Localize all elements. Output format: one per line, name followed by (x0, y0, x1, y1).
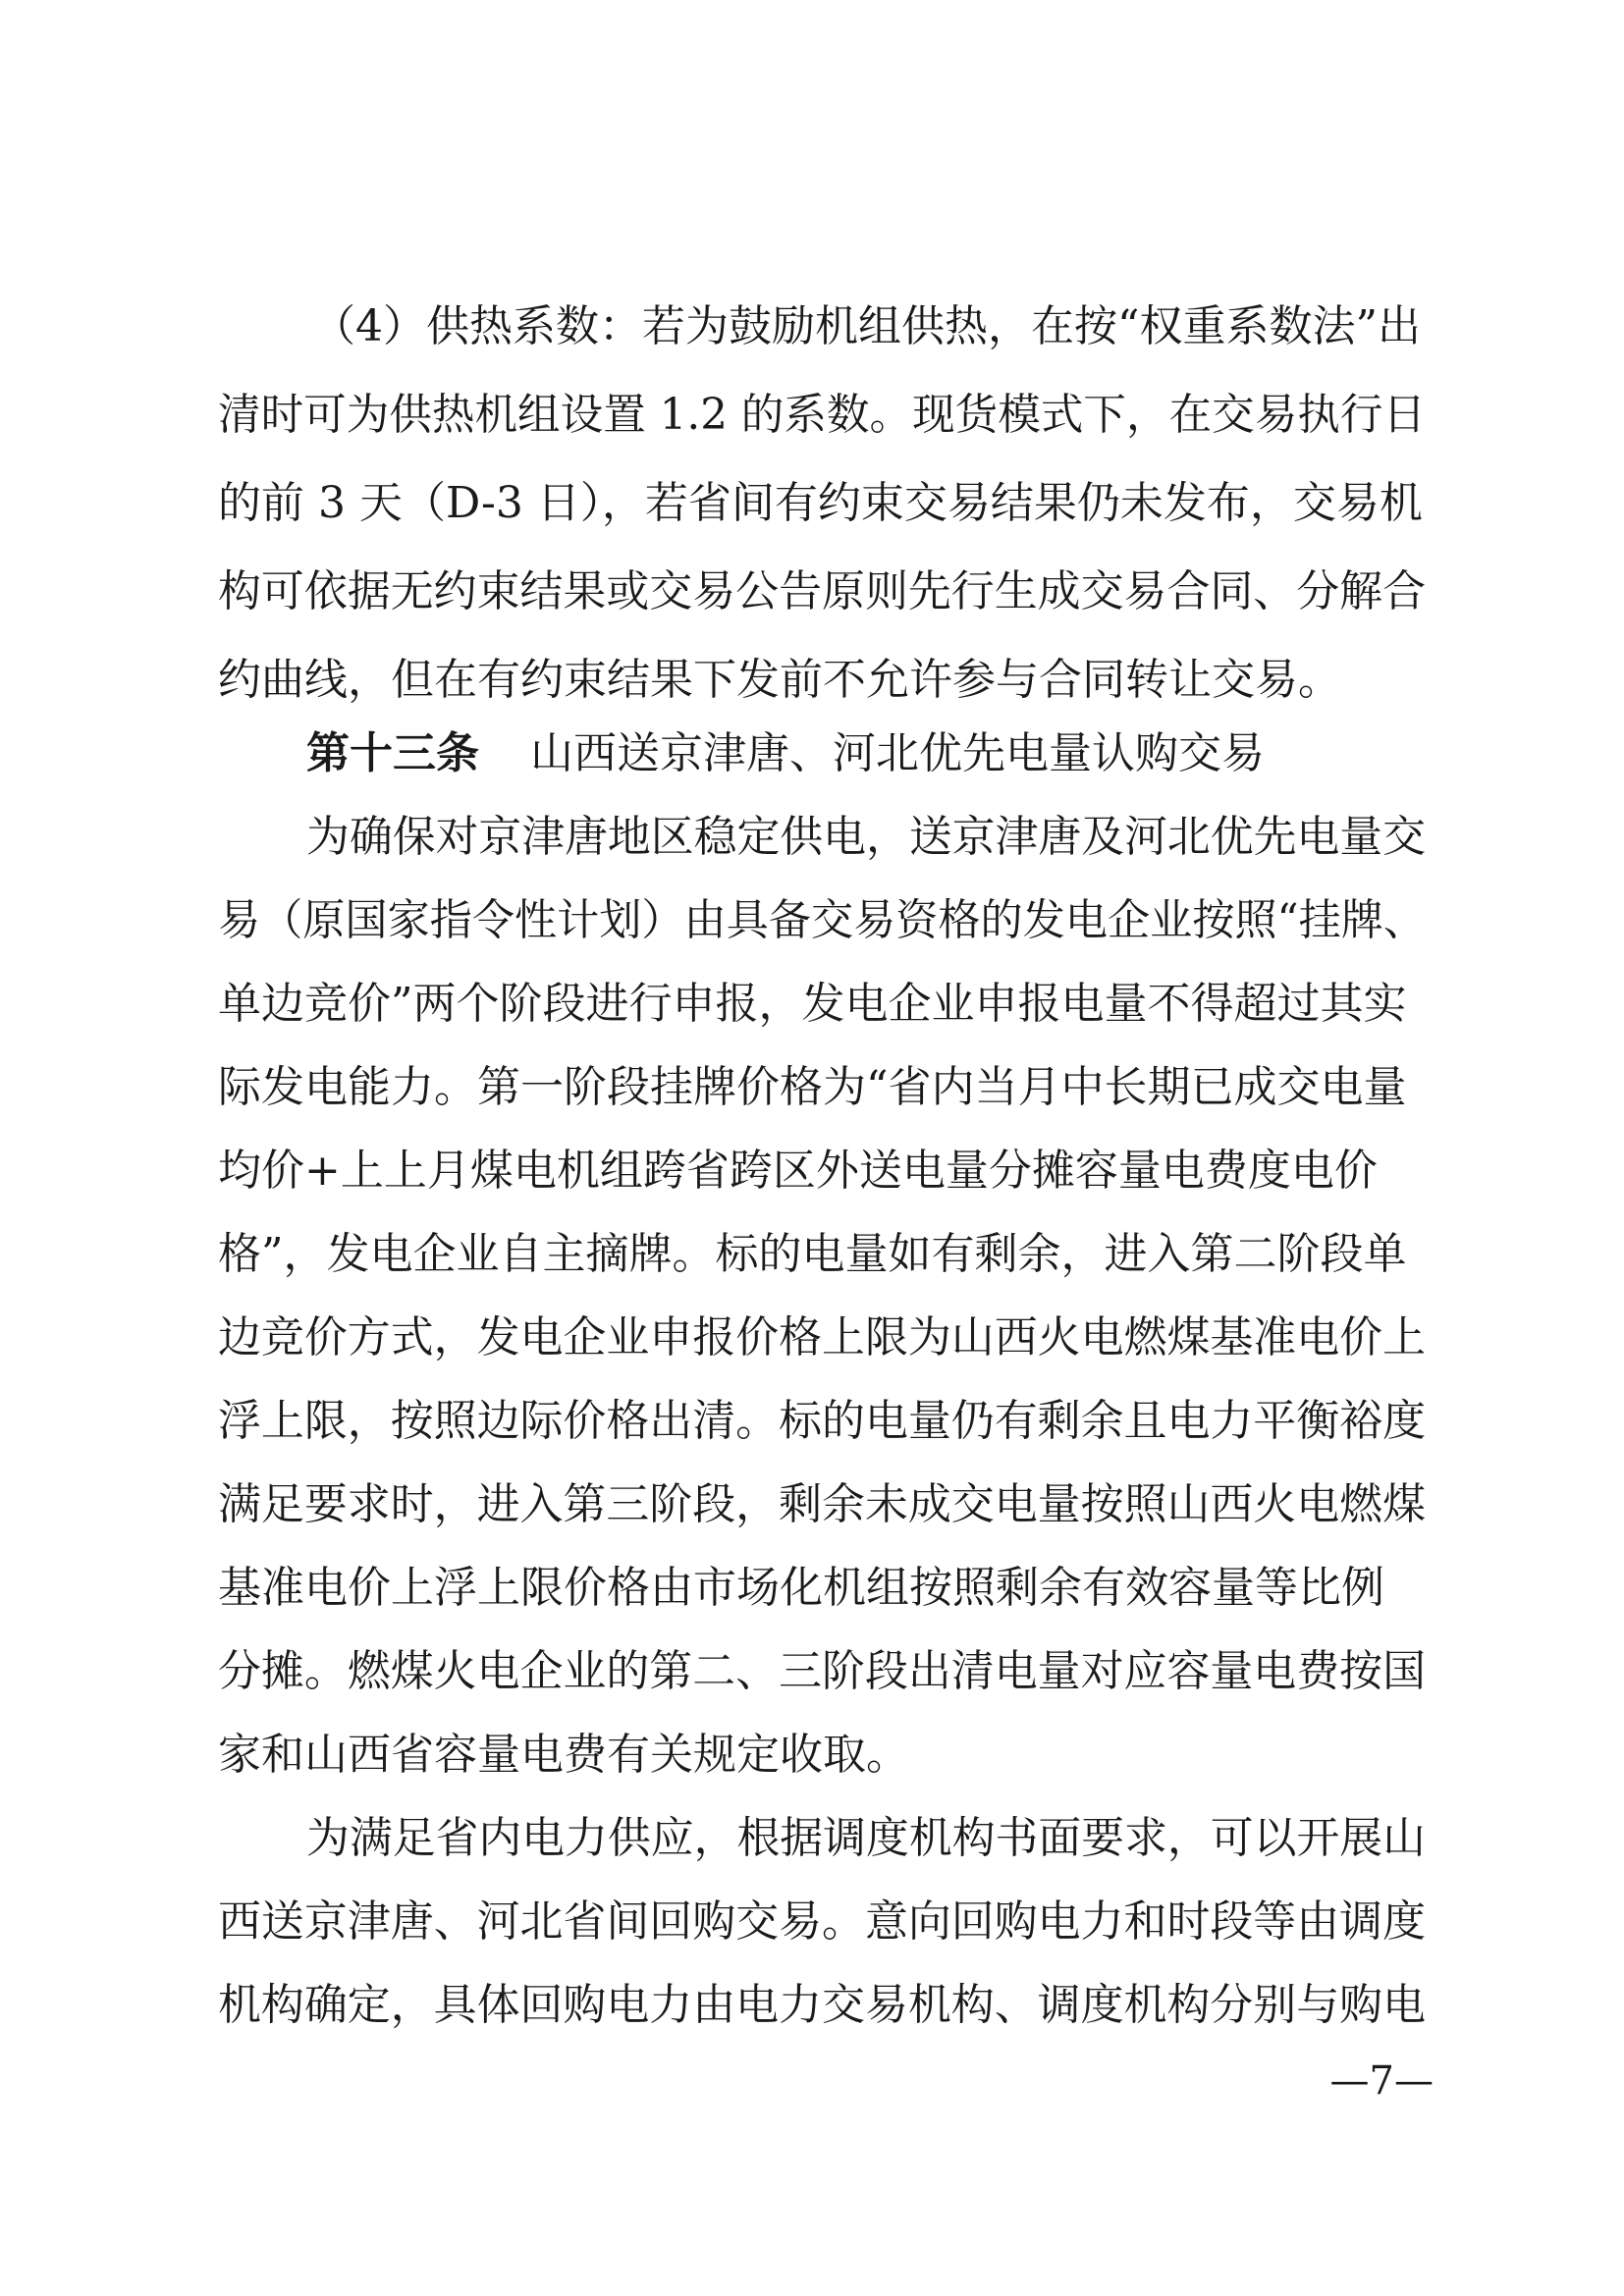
text-line: 为确保对京津唐地区稳定供电，送京津唐及河北优先电量交 (306, 812, 1426, 862)
text-line: 西送京津唐、河北省间回购交易。意向回购电力和时段等由调度 (218, 1896, 1427, 1947)
paragraph-line (0, 1060, 1624, 1115)
text-line: 均价+上上月煤电机组跨省跨区外送电量分摊容量电费度电价 (218, 1146, 1378, 1196)
article-title: 山西送京津唐、河北优先电量认购交易 (530, 728, 1265, 778)
article-heading (0, 726, 1624, 781)
text-line: 际发电能力。第一阶段挂牌价格为“省内当月中长期已成交电量 (218, 1062, 1407, 1112)
paragraph-line (0, 388, 1624, 443)
text-line: 满足要求时，进入第三阶段，剩余未成交电量按照山西火电燃煤 (218, 1479, 1427, 1529)
paragraph-line (0, 893, 1624, 948)
paragraph-line (0, 977, 1624, 1032)
paragraph-line (0, 1227, 1624, 1282)
paragraph-line (0, 1895, 1624, 1949)
paragraph-line (0, 1728, 1624, 1783)
paragraph-line (0, 1561, 1624, 1616)
text-line: 的前 3 天（D-3 日），若省间有约束交易结果仍未发布，交易机 (218, 478, 1423, 528)
text-line: 单边竞价”两个阶段进行申报，发电企业申报电量不得超过其实 (218, 979, 1407, 1029)
text-line: 格”，发电企业自主摘牌。标的电量如有剩余，进入第二阶段单 (218, 1229, 1407, 1279)
text-line: 分摊。燃煤火电企业的第二、三阶段出清电量对应容量电费按国 (218, 1646, 1427, 1696)
text-line: 基准电价上浮上限价格由市场化机组按照剩余有效容量等比例 (218, 1563, 1384, 1613)
text-line: 为满足省内电力供应，根据调度机构书面要求，可以开展山 (306, 1813, 1426, 1863)
text-line: 家和山西省容量电费有关规定收取。 (218, 1730, 909, 1780)
text-line: 浮上限，按照边际价格出清。标的电量仍有剩余且电力平衡裕度 (218, 1396, 1427, 1446)
paragraph-line (0, 1477, 1624, 1532)
text-line: 构可依据无约束结果或交易公告原则先行生成交易合同、分解合 (218, 566, 1427, 616)
paragraph-line (0, 1978, 1624, 2033)
text-line: （4）供热系数：若为鼓励机组供热，在按“权重系数法”出 (312, 301, 1421, 351)
paragraph-line (0, 810, 1624, 865)
text-line: 清时可为供热机组设置 1.2 的系数。现货模式下，在交易执行日 (218, 390, 1427, 440)
paragraph-line (0, 299, 1624, 354)
paragraph-line (0, 653, 1624, 708)
text-line: 约曲线，但在有约束结果下发前不允许参与合同转让交易。 (218, 655, 1341, 705)
text-line: 边竞价方式，发电企业申报价格上限为山西火电燃煤基准电价上 (218, 1312, 1427, 1362)
paragraph-line (0, 1394, 1624, 1449)
article-number: 第十三条 (306, 728, 479, 778)
paragraph-line (0, 1811, 1624, 1866)
text-line: 易（原国家指令性计划）由具备交易资格的发电企业按照“挂牌、 (218, 895, 1427, 945)
text-line: 机构确定，具体回购电力由电力交易机构、调度机构分别与购电 (218, 1980, 1427, 2030)
paragraph-line (0, 1310, 1624, 1365)
paragraph-line (0, 564, 1624, 619)
paragraph-line (0, 1144, 1624, 1199)
paragraph-line (0, 1644, 1624, 1699)
paragraph-line (0, 476, 1624, 531)
page-number: —7— (1329, 2058, 1434, 2104)
